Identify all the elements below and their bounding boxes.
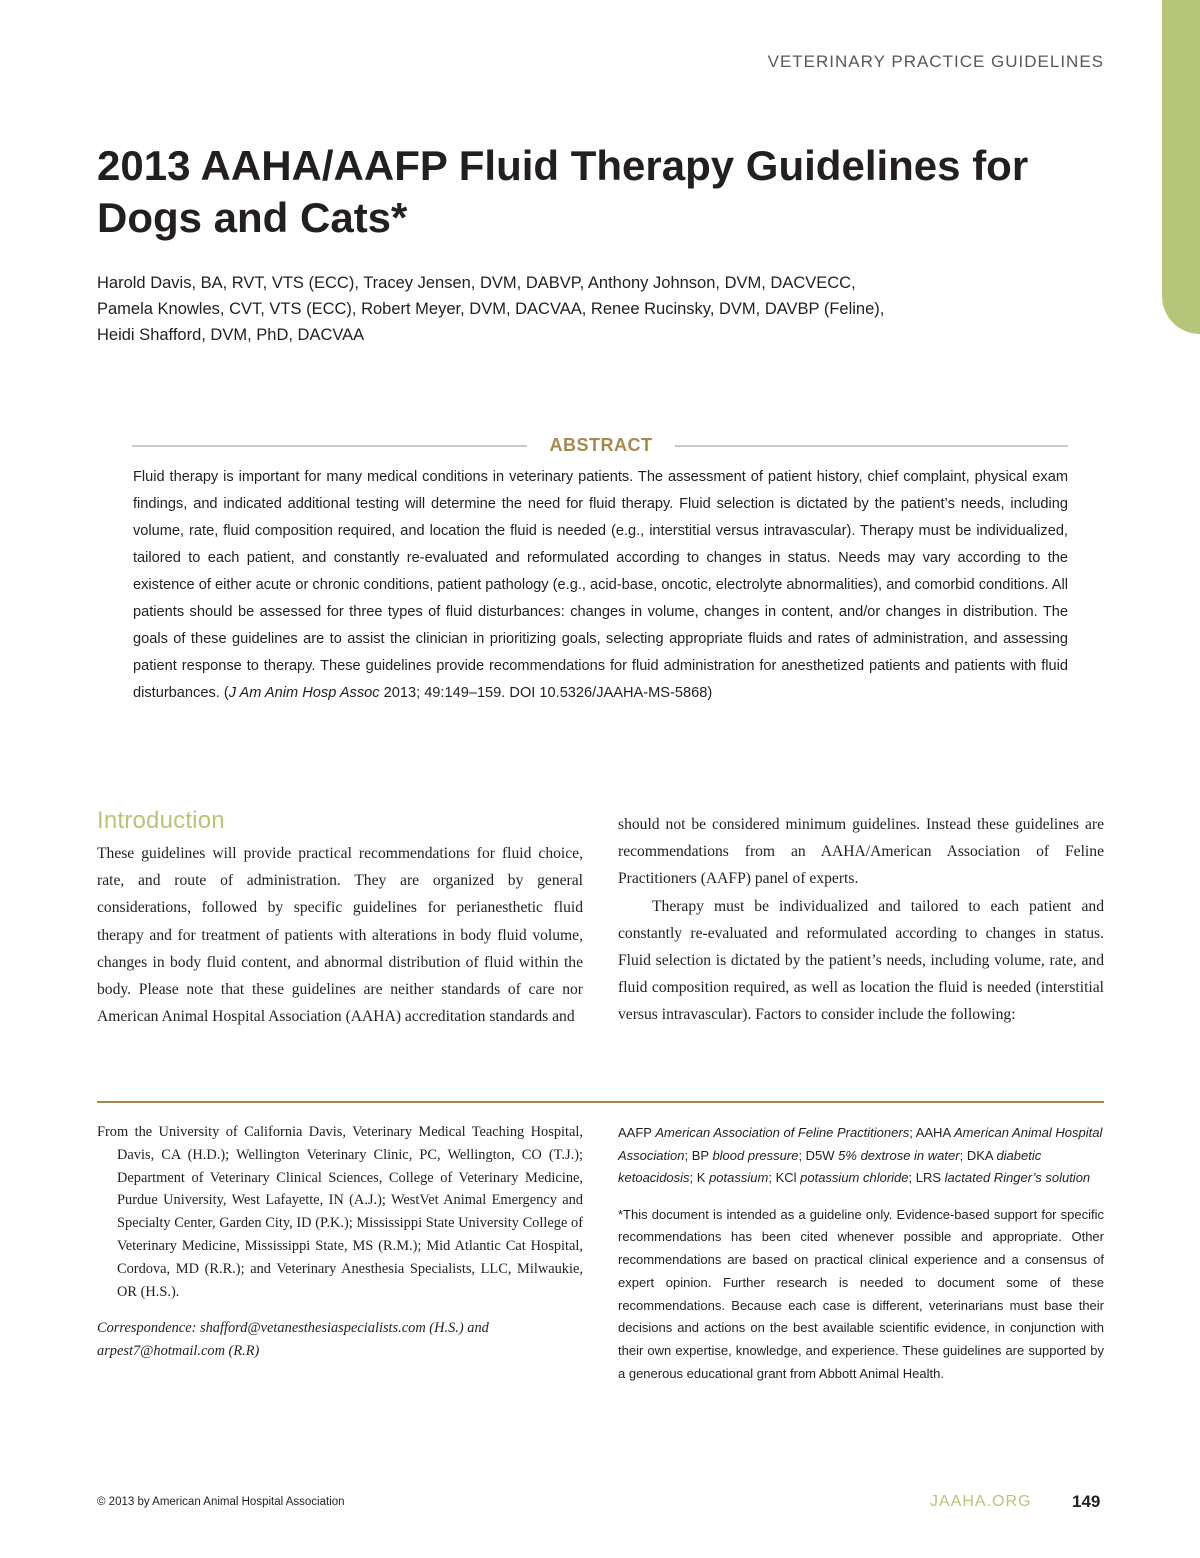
article-title [97,140,1077,244]
abstract-heading: ABSTRACT [549,435,653,455]
notes-block [618,1122,1104,1386]
abbreviation-term: BP [691,1147,713,1163]
introduction-paragraph-1: These guidelines will provide practical recommendations for fluid choice, rate, and route of administration. They are organized by general considerations, followed by specific guidelines for perianesthetic fluid therapy and for treatment of patients with alterations in body fluid volume, changes in body fluid content, and abnormal distribution of fluid within the body. Please note that these guidelines are neither standards of care nor American Animal Hospital Association (AAHA) accreditation standards and [97,845,583,1026]
body-column-right [618,811,1104,1029]
abbreviation-definition: lactated Ringer’s solution [944,1170,1091,1185]
author-line-2: Pamela Knowles, CVT, VTS (ECC), Robert Meyer, DVM, DACVAA, Renee Rucinsky, DVM, DAVBP (Feline), [97,300,885,318]
abbreviation-definition: diabetic ketoacidosis [618,1147,1042,1185]
body-column-left [97,806,583,1030]
article-title-line-2: Dogs and Cats* [97,194,408,241]
abstract-body [133,464,1068,707]
abbreviation-term: AAFP [618,1125,656,1140]
copyright-notice: © 2013 by American Animal Hospital Association [97,1496,345,1508]
abbreviation-definition: 5% dextrose in water [838,1147,960,1163]
abbreviations-list: AAFP American Association of Feline Practitioners; AAHA American Animal Hospital Association; BP blood pressure; D5W 5% dextrose in water; DKA diabetic ketoacidosis; K potassium; KCl potassium chloride; LRS lactated Ringer’s solution [618,1125,1103,1185]
affiliations-block [97,1121,583,1363]
abbreviation-definition: potassium [709,1170,769,1185]
abstract-text: Fluid therapy is important for many medical conditions in veterinary patients. The assessment of patient history, chief complaint, physical exam findings, and indicated additional testing will determine the need for fluid therapy. Fluid selection is dictated by the patient’s needs, including volume, rate, fluid composition required, and location the fluid is needed (e.g., interstitial versus intravascular). Therapy must be individualized, tailored to each patient, and constantly re-evaluated and reformulated according to changes in status. Needs may vary according to the existence of either acute or chronic conditions, patient pathology (e.g., acid-base, oncotic, electrolyte abnormalities), and comorbid conditions. All patients should be assessed for three types of fluid disturbances: changes in volume, changes in content, and/or changes in distribution. The goals of these guidelines are to assist the clinician in prioritizing goals, selecting appropriate fluids and rates of administration, and assessing patient response to therapy. These guidelines provide recommendations for fluid administration for anesthetized patients and patients with fluid disturbances. ( [133,469,1068,701]
abbreviation-term: LRS [915,1170,945,1185]
abbreviation-definition: blood pressure [712,1147,799,1163]
author-line-1: Harold Davis, BA, RVT, VTS (ECC), Tracey Jensen, DVM, DABVP, Anthony Johnson, DVM, DACVECC, [97,274,856,292]
abbreviation-definition: American Animal Hospital Association [618,1125,1103,1163]
abbreviation-term: K [696,1170,710,1185]
section-label: VETERINARY PRACTICE GUIDELINES [767,52,1104,71]
introduction-paragraph-3: Therapy must be individualized and tailored to each patient and constantly re-evaluated and reformulated according to changes in status. Fluid selection is dictated by the patient’s needs, including volume, rate, and fluid composition required, as well as location the fluid is needed (interstitial versus intravascular). Factors to consider include the following: [618,897,1104,1024]
abstract-divider-right [675,445,1068,447]
section-color-tab [1162,0,1200,334]
affiliations-text: From the University of California Davis, Veterinary Medical Teaching Hospital, Davis, CA (H.D.); Wellington Veterinary Clinic, PC, Wellington, CO (T.J.); Department of Veterinary Clinical Sciences, College of Veterinary Medicine, Purdue University, West Lafayette, IN (A.J.); WestVet Animal Emergency and Specialty Center, Garden City, ID (P.K.); Mississippi State University College of Veterinary Medicine, Mississippi State, MS (R.M.); Mid Atlantic Cat Hospital, Cordova, MD (R.R.); and Veterinary Anesthesia Specialists, LLC, Milwaukie, OR (H.S.). [97,1124,583,1300]
document-note: *This document is intended as a guideline only. Evidence-based support for specific recommendations has been cited whenever possible and appropriate. Other recommendations are based on practical clinical experience and a consensus of expert opinion. Further research is needed to document some of these recommendations. Because each case is different, veterinarians must base their decisions and actions on the best available scientific evidence, in conjunction with their own expertise, knowledge, and experience. These guidelines are supported by a generous educational grant from Abbott Animal Health. [618,1206,1104,1382]
abstract-citation-journal: J Am Anim Hosp Assoc [228,685,380,701]
correspondence-text: Correspondence: shafford@vetanesthesiaspecialists.com (H.S.) and arpest7@hotmail.com (R.R) [97,1320,489,1360]
abbreviation-term: KCl [775,1170,801,1185]
journal-site-link[interactable]: JAAHA.ORG [930,1493,1032,1510]
author-line-3: Heidi Shafford, DVM, PhD, DACVAA [97,326,365,344]
abbreviation-definition: American Association of Feline Practitioners [655,1125,910,1140]
abstract-citation-details: 2013; 49:149–159. DOI 10.5326/JAAHA-MS-5868) [379,685,713,701]
author-list [97,270,1077,348]
abbreviation-term: DKA [966,1147,997,1163]
page-number: 149 [1072,1492,1101,1511]
article-title-line-1: 2013 AAHA/AAFP Fluid Therapy Guidelines for [97,142,1029,189]
introduction-paragraph-2: should not be considered minimum guidelines. Instead these guidelines are recommendations from an AAHA/American Association of Feline Practitioners (AAFP) panel of experts. [618,816,1104,888]
abbreviation-term: D5W [805,1147,839,1163]
abbreviation-term: AAHA [915,1125,955,1140]
abbreviation-definition: potassium chloride [800,1170,909,1185]
abstract-divider-left [132,445,527,447]
footnote-divider [97,1101,1104,1103]
introduction-heading: Introduction [97,807,225,834]
